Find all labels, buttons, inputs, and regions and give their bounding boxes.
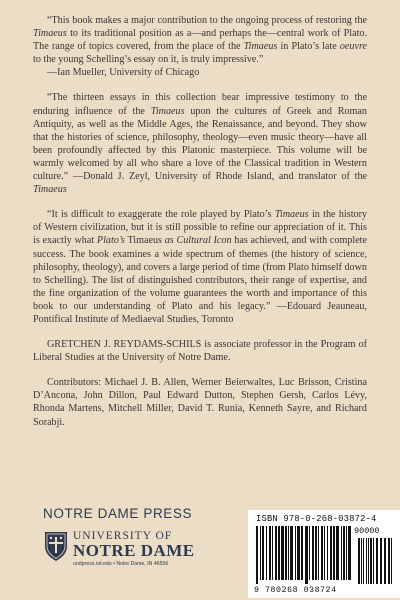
isbn-label: ISBN 978-0-268-03872-4 <box>256 514 377 524</box>
blurb-text: to its traditional position as a—and perhaps the—central work of Plato. The range of topics covered, from the place of the <box>33 28 367 53</box>
barcode <box>248 510 400 598</box>
logo-line-1: UNIVERSITY OF <box>73 530 173 542</box>
back-cover-text <box>33 14 367 441</box>
blurb-text: Timaeus <box>124 235 165 247</box>
logo-line-2: NOTRE DAME <box>73 541 195 560</box>
author-bio: GRETCHEN J. REYDAMS-SCHILS is associate professor in the Program of Liberal Studies at the University of Notre Dame. <box>33 339 367 364</box>
italic-title: Timaeus <box>33 184 67 196</box>
italic-title: Timaeus <box>274 209 309 221</box>
blurb-text: has achieved, and with complete success. The book examines a wide spectrum of themes (the history of science, philosophy, theology), and covers a large period of time (from Plato himself down to Schelling). The list of distinguished contributors, their range of expertise, and the fine organization of the volume guarantees the worth and importance of this book to our understanding of Plato and his legacy.” —Edouard Jeauneau, Pontifical Institute of Mediaeval Studies, Toronto <box>33 235 367 325</box>
italic-title: Timaeus <box>150 105 185 117</box>
press-url: undpress.nd.edu • Notre Dame, IN 46556 <box>73 561 169 567</box>
blurb-zeyl <box>33 91 367 196</box>
blurb-mueller <box>33 14 367 79</box>
blurb-text: in Plato’s late <box>277 41 340 53</box>
blurb-text: “This book makes a major contribution to the ongoing process of restoring the <box>47 15 367 26</box>
blurb-attribution: —Ian Mueller, University of Chicago <box>47 67 200 79</box>
italic-title: Timaeus <box>33 28 67 40</box>
italic-title: as Cultural Icon <box>164 235 232 247</box>
barcode-digits: 9 780268 038724 <box>254 586 337 595</box>
shield-icon <box>43 530 69 562</box>
blurb-text: in the history of Western civilization, but it is still possible to refine our appreciation of it. This is exactly what <box>33 209 367 247</box>
blurb-text: to the young Schelling’s essay on it, is truly impressive.” <box>33 54 264 66</box>
university-logo <box>43 530 243 580</box>
blurb-jeauneau <box>33 208 367 326</box>
blurb-text: upon the cultures of Greek and Roman Antiquity, as well as the Middle Ages, the Renaissance, and beyond. They show that the histories of science, philosophy, theology—even music theory—have all been profoundly affected by this Platonic masterpiece. This volume will be warmly welcomed by all who share a love of the Classical tradition in Western culture.” —Donald J. Zeyl, University of Rhode Island, and translator of the <box>33 105 367 183</box>
italic-title: Timaeus <box>243 41 278 53</box>
contributors-list: Contributors: Michael J. B. Allen, Werner Beierwaltes, Luc Brisson, Cristina D’Ancona, John Dillon, Paul Edward Dutton, Stephen Gersh, Carlos Lévy, Rhonda Martens, Mitchell Miller, David T. Runia, Kenneth Sayre, and Richard Sorabji. <box>33 377 367 428</box>
barcode-addon: 90000 <box>354 526 380 536</box>
italic-word: oeuvre <box>339 41 367 53</box>
blurb-text: “It is difficult to exaggerate the role played by Plato’s <box>47 209 275 221</box>
blurb-text: “The thirteen essays in this collection bear impressive testimony to the enduring influence of the <box>33 92 367 117</box>
publisher-footer <box>33 506 380 595</box>
italic-title: Plato’s <box>96 235 125 247</box>
press-name: NOTRE DAME PRESS <box>43 506 193 521</box>
